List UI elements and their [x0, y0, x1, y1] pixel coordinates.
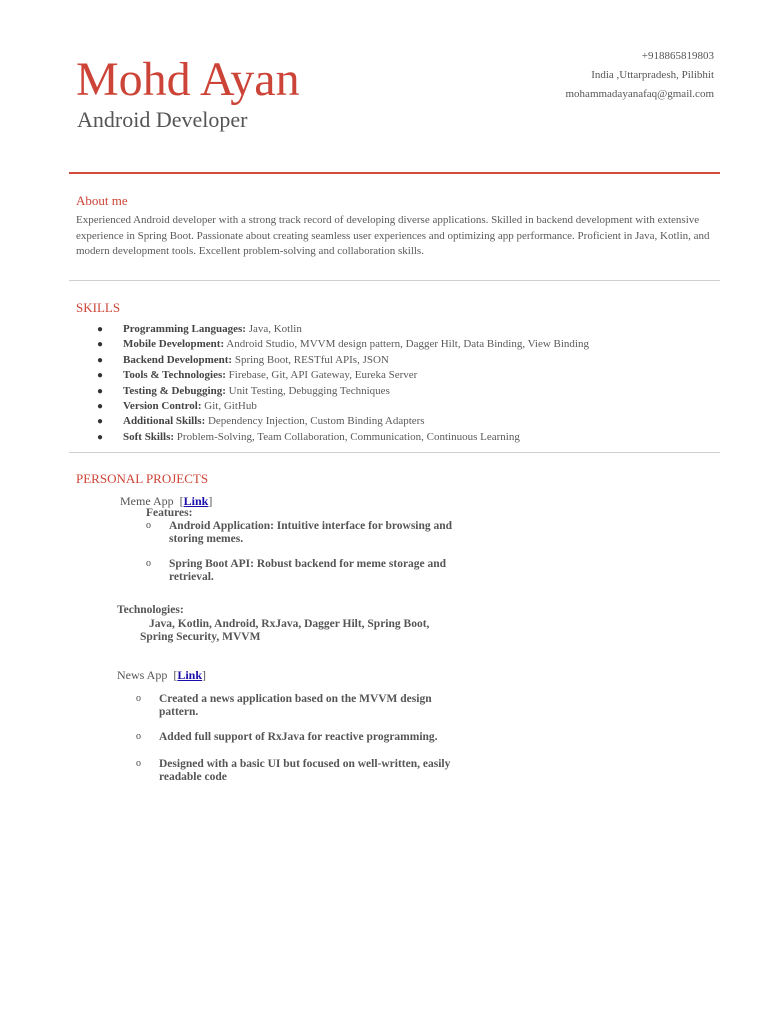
projects-heading: PERSONAL PROJECTS [76, 471, 209, 486]
news-point-item: Created a news application based on the MVVM design pattern. [159, 693, 432, 718]
news-app-title: News App [Link] [117, 668, 207, 682]
contact-block [566, 47, 715, 104]
meme-feature-item: Android Application: Intuitive interface for browsing and storing memes. [169, 520, 453, 545]
bullet-icon: ● [97, 324, 104, 335]
skill-item: ● Additional Skills: Dependency Injection, Custom Binding Adapters [97, 414, 589, 429]
phone-number: +918865819803 [641, 50, 714, 62]
news-point-item: Added full support of RxJava for reactive programming. [159, 731, 438, 743]
skill-item: ● Soft Skills: Problem-Solving, Team Collaboration, Communication, Continuous Learning [97, 430, 589, 445]
skill-item: ● Version Control: Git, GitHub [97, 399, 589, 414]
meme-app-title: Meme App [Link] [120, 494, 213, 508]
bullet-icon: ● [97, 401, 104, 413]
meme-feature-item: Spring Boot API: Robust backend for meme storage and retrieval. [169, 558, 447, 583]
skill-item: ● Backend Development: Spring Boot, RESTful APIs, JSON [97, 353, 589, 368]
skill-item: ● Tools & Technologies: Firebase, Git, API Gateway, Eureka Server [97, 368, 589, 383]
about-heading: About me [76, 193, 128, 208]
circle-bullet-icon: o [136, 758, 141, 769]
email-address[interactable]: mohammadayanafaq@gmail.com [565, 88, 714, 100]
technologies-line: Java, Kotlin, Android, RxJava, Dagger Hilt, Spring Boot, [149, 618, 430, 630]
circle-bullet-icon: o [136, 731, 141, 742]
skills-list [97, 322, 589, 445]
bullet-icon: ● [97, 431, 104, 443]
bullet-icon: ● [97, 385, 104, 397]
section-divider [69, 452, 720, 453]
skills-heading: SKILLS [76, 300, 121, 315]
bullet-icon: ● [97, 354, 104, 366]
circle-bullet-icon: o [146, 520, 151, 531]
features-label: Features: [146, 507, 193, 519]
job-title: Android Developer [77, 107, 248, 132]
skill-item: ● Programming Languages: Java, Kotlin [97, 322, 589, 337]
meme-app-link[interactable]: Link [183, 494, 209, 508]
skill-item: ● Mobile Development: Android Studio, MVVM design pattern, Dagger Hilt, Data Binding, View Binding [97, 337, 589, 352]
location: India ,Uttarpradesh, Pilibhit [591, 69, 714, 81]
news-point-item: Designed with a basic UI but focused on well-written, easily readable code [159, 758, 451, 783]
candidate-name: Mohd Ayan [76, 53, 300, 106]
header-divider [69, 172, 720, 174]
bullet-icon: ● [97, 370, 104, 382]
news-app-link[interactable]: Link [177, 668, 203, 682]
section-divider [69, 280, 720, 281]
skill-item: ● Testing & Debugging: Unit Testing, Debugging Techniques [97, 384, 589, 399]
bullet-icon: ● [97, 416, 104, 428]
circle-bullet-icon: o [136, 693, 141, 704]
technologies-line: Spring Security, MVVM [140, 631, 261, 643]
technologies-label: Technologies: [117, 604, 184, 616]
circle-bullet-icon: o [146, 558, 151, 569]
about-text: Experienced Android developer with a strong track record of developing diverse applications. Skilled in backend development with extensive experience in Spring Boot. Passionate about creating seamless user experiences and optimizing app performance. Proficient in Java, Kotlin, and modern development tools. Excellent problem-solving and collaboration skills. [76, 214, 710, 257]
bullet-icon: ● [97, 339, 104, 351]
